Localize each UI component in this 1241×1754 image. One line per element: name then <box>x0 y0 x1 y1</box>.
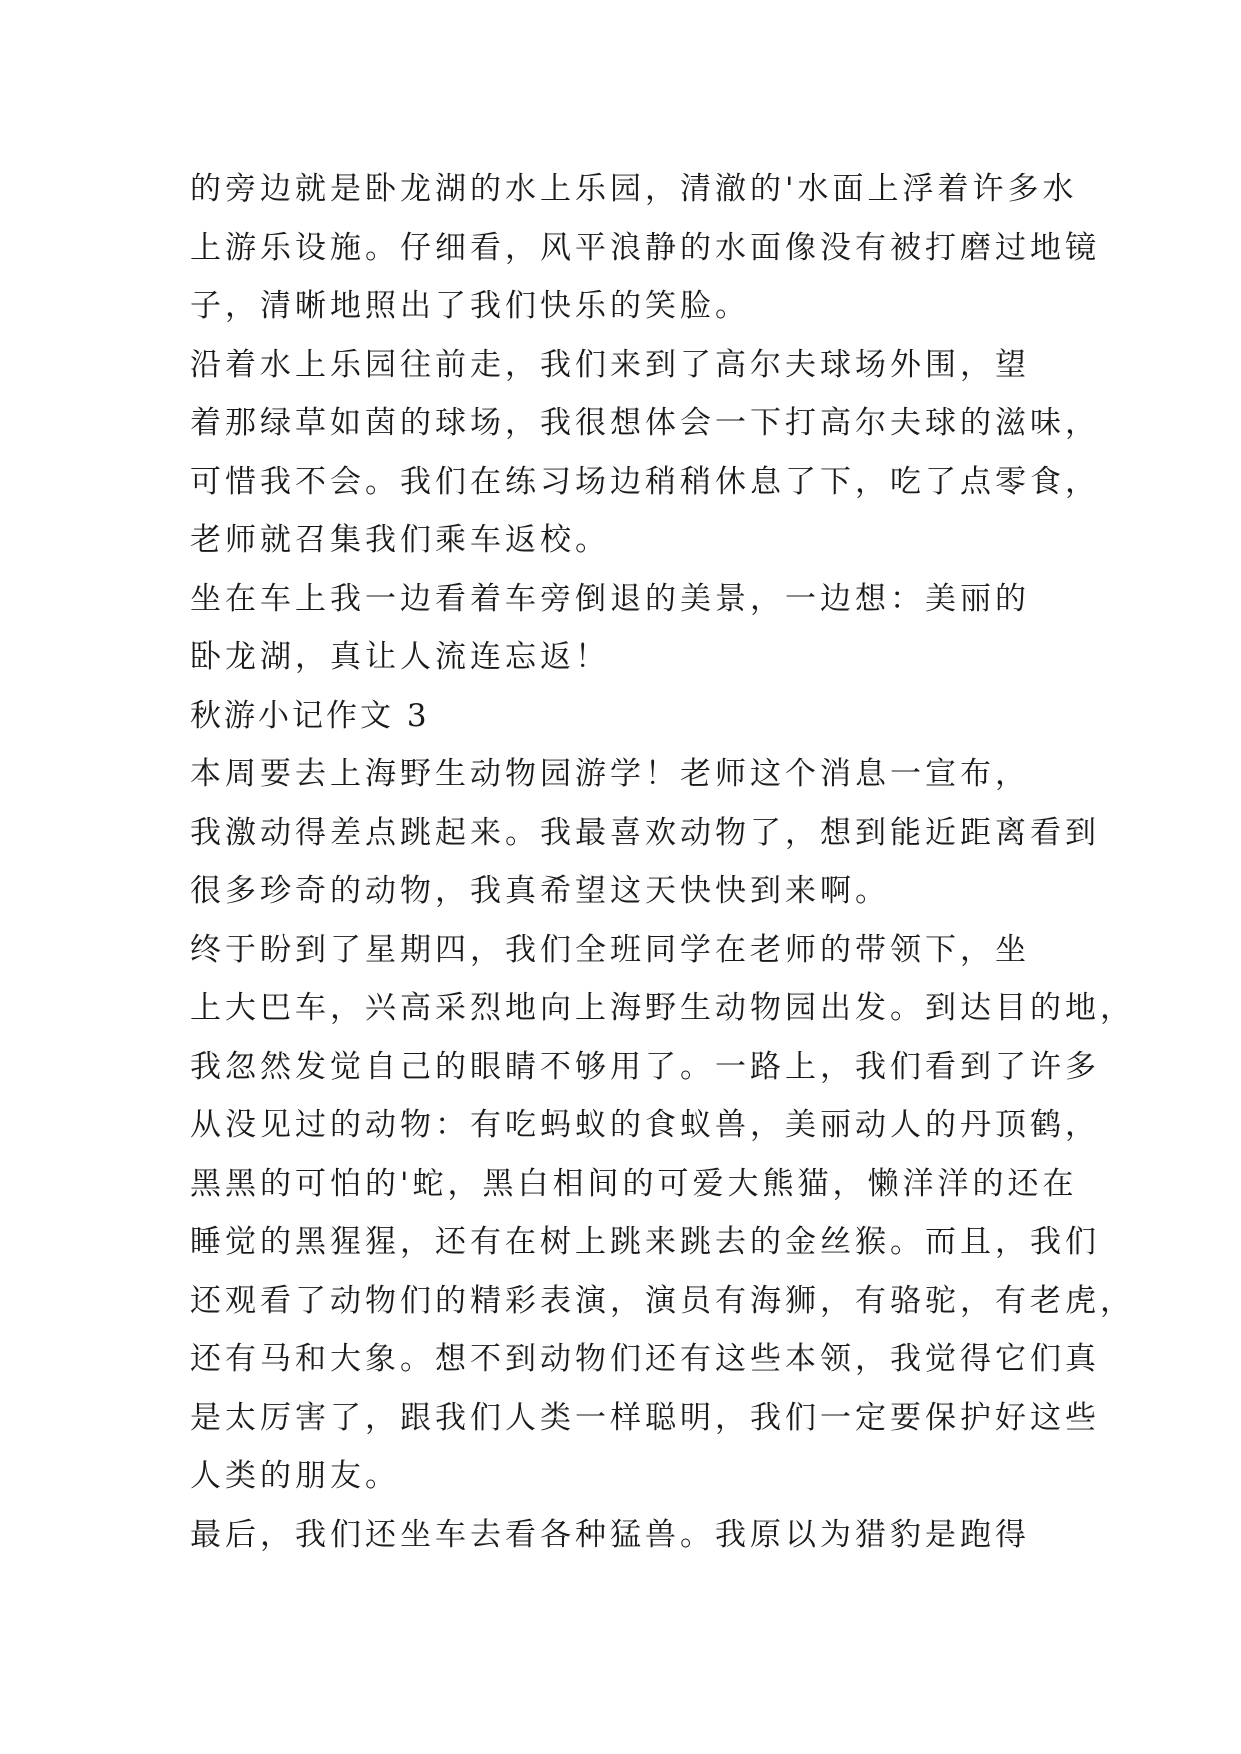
text-line: 卧龙湖，真让人流连忘返！ <box>190 639 610 675</box>
text-line: 上大巴车，兴高采烈地向上海野生动物园出发。到达目的地， <box>190 990 1135 1026</box>
text-line: 上游乐设施。仔细看，风平浪静的水面像没有被打磨过地镜 <box>190 229 1100 266</box>
text-line: 从没见过的动物：有吃蚂蚁的食蚁兽，美丽动人的丹顶鹤， <box>190 1107 1100 1143</box>
paragraph-start-line: 最后，我们还坐车去看各种猛兽。我原以为猎豹是跑得 <box>190 1516 1030 1553</box>
text-line: 还观看了动物们的精彩表演，演员有海狮，有骆驼，有老虎， <box>190 1282 1135 1319</box>
paragraph-start-line: 坐在车上我一边看着车旁倒退的美景，一边想：美丽的 <box>190 580 1030 617</box>
text-line: 睡觉的黑猩猩，还有在树上跳来跳去的金丝猴。而且，我们 <box>190 1224 1100 1260</box>
text-line: 黑黑的可怕的'蛇，黑白相间的可爱大熊猫，懒洋洋的还在 <box>190 1165 1078 1202</box>
text-line: 是太厉害了，跟我们人类一样聪明，我们一定要保护好这些 <box>190 1399 1100 1436</box>
text-line: 老师就召集我们乘车返校。 <box>190 522 610 558</box>
text-line: 我忽然发觉自己的眼睛不够用了。一路上，我们看到了许多 <box>190 1048 1100 1085</box>
section-heading: 秋游小记作文 3 <box>190 697 430 734</box>
text-line: 人类的朋友。 <box>190 1458 400 1494</box>
text-line: 子，清晰地照出了我们快乐的笑脸。 <box>190 288 750 324</box>
text-line: 还有马和大象。想不到动物们还有这些本领，我觉得它们真 <box>190 1341 1100 1377</box>
document-body <box>190 160 1135 1564</box>
paragraph-start-line: 沿着水上乐园往前走，我们来到了高尔夫球场外围，望 <box>190 346 1030 383</box>
paragraph-start-line: 本周要去上海野生动物园游学！老师这个消息一宣布， <box>190 756 1030 792</box>
text-line: 着那绿草如茵的球场，我很想体会一下打高尔夫球的滋味， <box>190 405 1100 441</box>
text-line: 的旁边就是卧龙湖的水上乐园，清澈的'水面上浮着许多水 <box>190 171 1078 207</box>
text-line: 我激动得差点跳起来。我最喜欢动物了，想到能近距离看到 <box>190 814 1100 851</box>
paragraph-start-line: 终于盼到了星期四，我们全班同学在老师的带领下，坐 <box>190 931 1030 968</box>
text-line: 可惜我不会。我们在练习场边稍稍休息了下，吃了点零食， <box>190 463 1100 500</box>
text-line: 很多珍奇的动物，我真希望这天快快到来啊。 <box>190 873 890 909</box>
